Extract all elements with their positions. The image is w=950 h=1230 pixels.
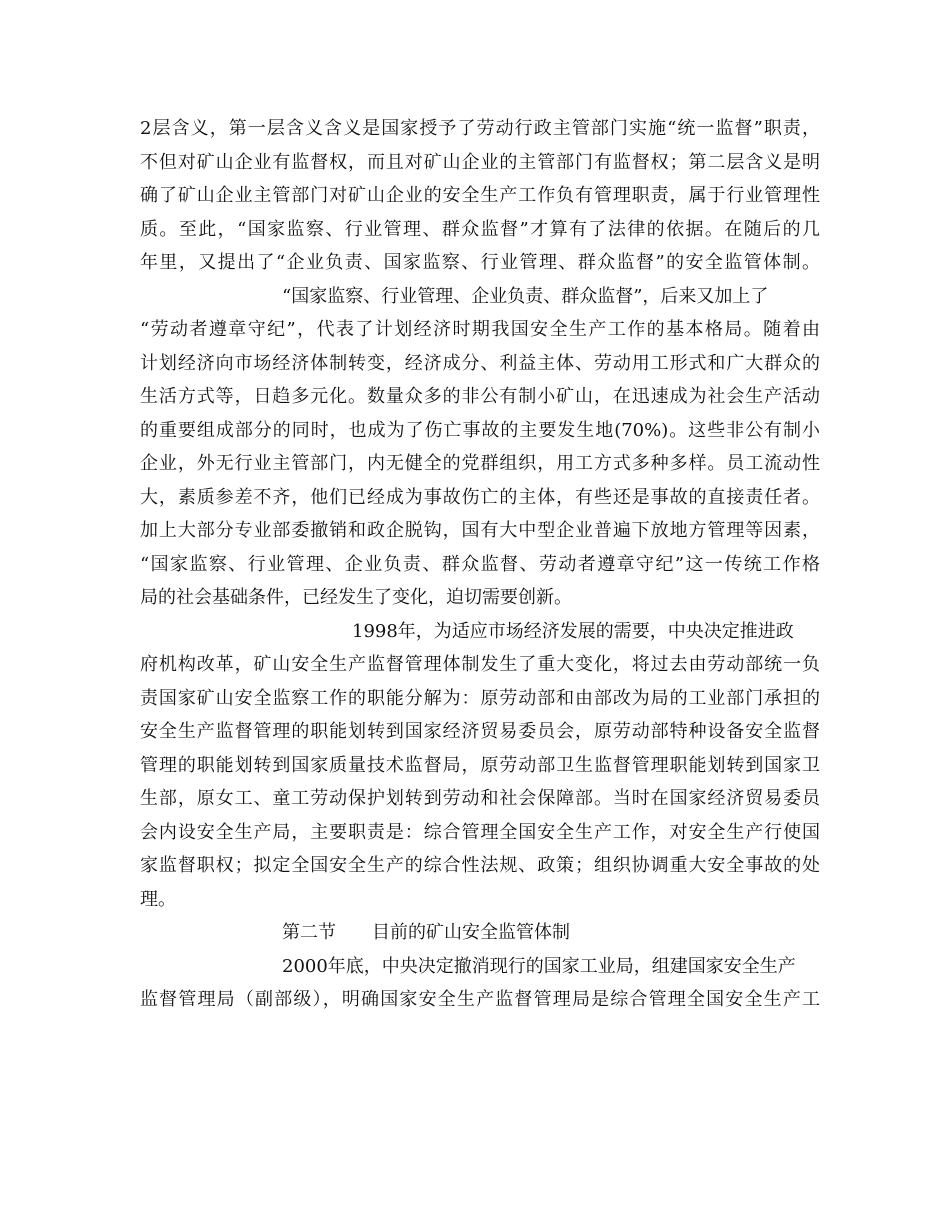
text-line: 年里，又提出了“企业负责、国家监察、行业管理、群众监督”的安全监管体制。: [140, 252, 820, 273]
body-text: [140, 112, 820, 1017]
text-line: 会内设安全生产局，主要职责是：综合管理全国安全生产工作，对安全生产行使国: [140, 821, 820, 843]
text-line: 安全生产监督管理的职能划转到国家经济贸易委员会，原劳动部特种设备安全监督: [140, 721, 820, 742]
text-line: 生活方式等，日趋多元化。数量众多的非公有制小矿山，在迅速成为社会生产活动: [140, 386, 820, 407]
text-line: 计划经济向市场经济体制转变，经济成分、利益主体、劳动用工形式和广大群众的: [140, 352, 820, 374]
text-line: 的重要组成部分的同时，也成为了伤亡事故的主要发生地(70%)。这些非公有制小: [140, 419, 820, 441]
text-line: 加上大部分专业部委撤销和政企脱钩，国有大中型企业普遍下放地方管理等因素，: [140, 520, 820, 541]
section-heading: 第二节 目前的矿山安全监管体制: [282, 922, 570, 943]
text-line: 家监督职权；拟定全国安全生产的综合性法规、政策；组织协调重大安全事故的处: [140, 855, 820, 876]
text-line: 生部，原女工、童工劳动保护划转到劳动和社会保障部。当时在国家经济贸易委员: [140, 788, 820, 809]
text-line: 2层含义，第一层含义含义是国家授予了劳动行政主管部门实施“统一监督”职责，: [140, 118, 820, 139]
text-line: “国家监察、行业管理、企业负责、群众监督、劳动者遵章守纪”这一传统工作格: [140, 553, 820, 575]
text-line: 管理的职能划转到国家质量技术监督局，原劳动部卫生监督管理职能划转到国家卫: [140, 754, 820, 776]
text-line: 质。至此，“国家监察、行业管理、群众监督”才算有了法律的依据。在随后的几: [140, 218, 820, 240]
paragraph-start-line: “国家监察、行业管理、企业负责、群众监督”，后来又加上了: [282, 285, 769, 307]
text-line: 府机构改革，矿山安全生产监督管理体制发生了重大变化，将过去由劳动部统一负: [140, 654, 820, 675]
text-line: 大，素质参差不齐，他们已经成为事故伤亡的主体，有些还是事故的直接责任者。: [140, 486, 820, 508]
text-line: 理。: [140, 888, 176, 910]
text-line: 不但对矿山企业有监督权，而且对矿山企业的主管部门有监督权；第二层含义是明: [140, 151, 820, 173]
text-line: 局的社会基础条件，已经发生了变化，迫切需要创新。: [140, 587, 572, 608]
text-line: 确了矿山企业主管部门对矿山企业的安全生产工作负有管理职责，属于行业管理性: [140, 185, 820, 206]
text-line: 监督管理局（副部级），明确国家安全生产监督管理局是综合管理全国安全生产工: [140, 989, 820, 1010]
paragraph-start-line: 1998年，为适应市场经济发展的需要，中央决定推进政: [352, 620, 794, 642]
text-line: 责国家矿山安全监察工作的职能分解为：原劳动部和由部改为局的工业部门承担的: [140, 687, 820, 709]
text-line: 企业，外无行业主管部门，内无健全的党群组织，用工方式多种多样。员工流动性: [140, 453, 820, 474]
paragraph-start-line: 2000年底，中央决定撤消现行的国家工业局，组建国家安全生产: [282, 955, 796, 977]
text-line: “劳动者遵章守纪”，代表了计划经济时期我国安全生产工作的基本格局。随着由: [140, 319, 820, 340]
